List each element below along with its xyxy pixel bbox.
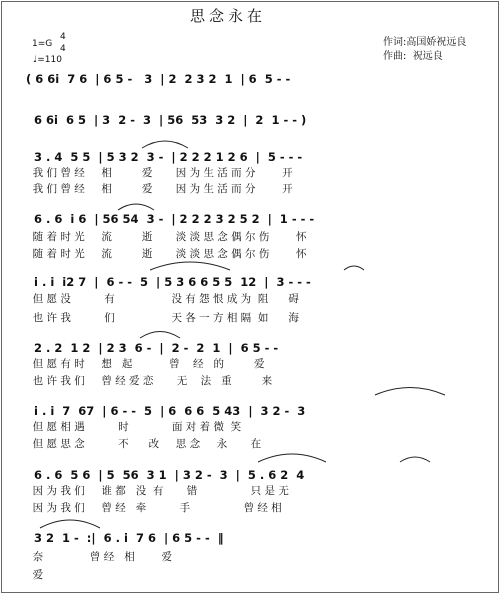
notes-row: ( 6 6i 7 6 | 6 5 - 3 | 2 2 3 2 1 | 6 5 - - <box>26 72 291 86</box>
song-title: 思念永在 <box>190 7 267 25</box>
lyric-line-2: 但 愿 思 念 不 改 思 念 永 在 <box>26 438 262 450</box>
time-signature-top: 4 <box>60 32 66 42</box>
lyric-line-2: 也 许 我 们 天 各 一 方 相 隔 如 海 <box>26 312 299 324</box>
lyric-line-1: 因 为 我 们 谁 都 没 有 错 只 是 无 <box>26 485 289 497</box>
notes-row: 3 . 4 5 5 | 5 3 2 3 - | 2 2 2 1 2 6 | 5 - - - <box>26 150 303 164</box>
notes-row: 6 . 6 5 6 | 5 56 3 1 | 3 2 - 3 | 5 . 6 2 4 <box>26 468 305 482</box>
time-signature-bottom: 4 <box>60 44 66 54</box>
lyric-line-1: 我 们 曾 经 相 爱 因 为 生 活 而 分 开 <box>26 167 293 179</box>
lyric-line-2: 也 许 我 们 曾 经 爱 恋 无 法 重 来 <box>26 375 273 387</box>
tempo-marking: ♩=110 <box>33 55 62 65</box>
lyric-line-2: 随 着 时 光 流 逝 淡 淡 思 念 偶 尔 伤 怀 <box>26 248 307 260</box>
notes-row: 6 . 6 i 6 | 56 54 3 - | 2 2 2 3 2 5 2 | 1 - - - <box>26 212 315 226</box>
notes-row: 2 . 2 1 2 | 2 3 6 - | 2 - 2 1 | 6 5 - - <box>26 341 279 355</box>
notes-row: 6 6i 6 5 | 3 2 - 3 | 56 53 3 2 | 2 1 - - ) <box>26 113 307 127</box>
notes-row: 3 2 1 - :| 6 . i 7 6 | 6 5 - - ‖ <box>26 531 224 545</box>
lyricist-credit: 作词:高国娇祝远良 <box>383 37 467 48</box>
lyric-line-2: 因 为 我 们 曾 经 牵 手 曾 经 相 <box>26 502 282 514</box>
lyric-line-1: 但 愿 没 有 没 有 怨 恨 成 为 阻 碍 <box>26 293 299 305</box>
composer-credit: 作曲: 祝远良 <box>383 51 443 62</box>
key-signature: 1=G <box>32 39 53 49</box>
lyric-line-1: 随 着 时 光 流 逝 淡 淡 思 念 偶 尔 伤 怀 <box>26 231 307 243</box>
notes-row: i . i 7 67 | 6 - - 5 | 6 6 6 5 43 | 3 2 - 3 <box>26 404 306 418</box>
lyric-line-1: 但 愿 有 时 想 起 曾 经 的 爱 <box>26 358 265 370</box>
lyric-line-2: 我 们 曾 经 相 爱 因 为 生 活 而 分 开 <box>26 183 293 195</box>
lyric-line-1: 但 愿 相 遇 时 面 对 着 微 笑 <box>26 421 242 433</box>
lyric-line-1: 奈 曾 经 相 爱 <box>26 551 172 563</box>
notes-row: i . i i2 7 | 6 - - 5 | 5 3 6 6 5 5 12 | 3 - - - <box>26 275 311 289</box>
lyric-line-2: 爱 <box>26 569 44 581</box>
